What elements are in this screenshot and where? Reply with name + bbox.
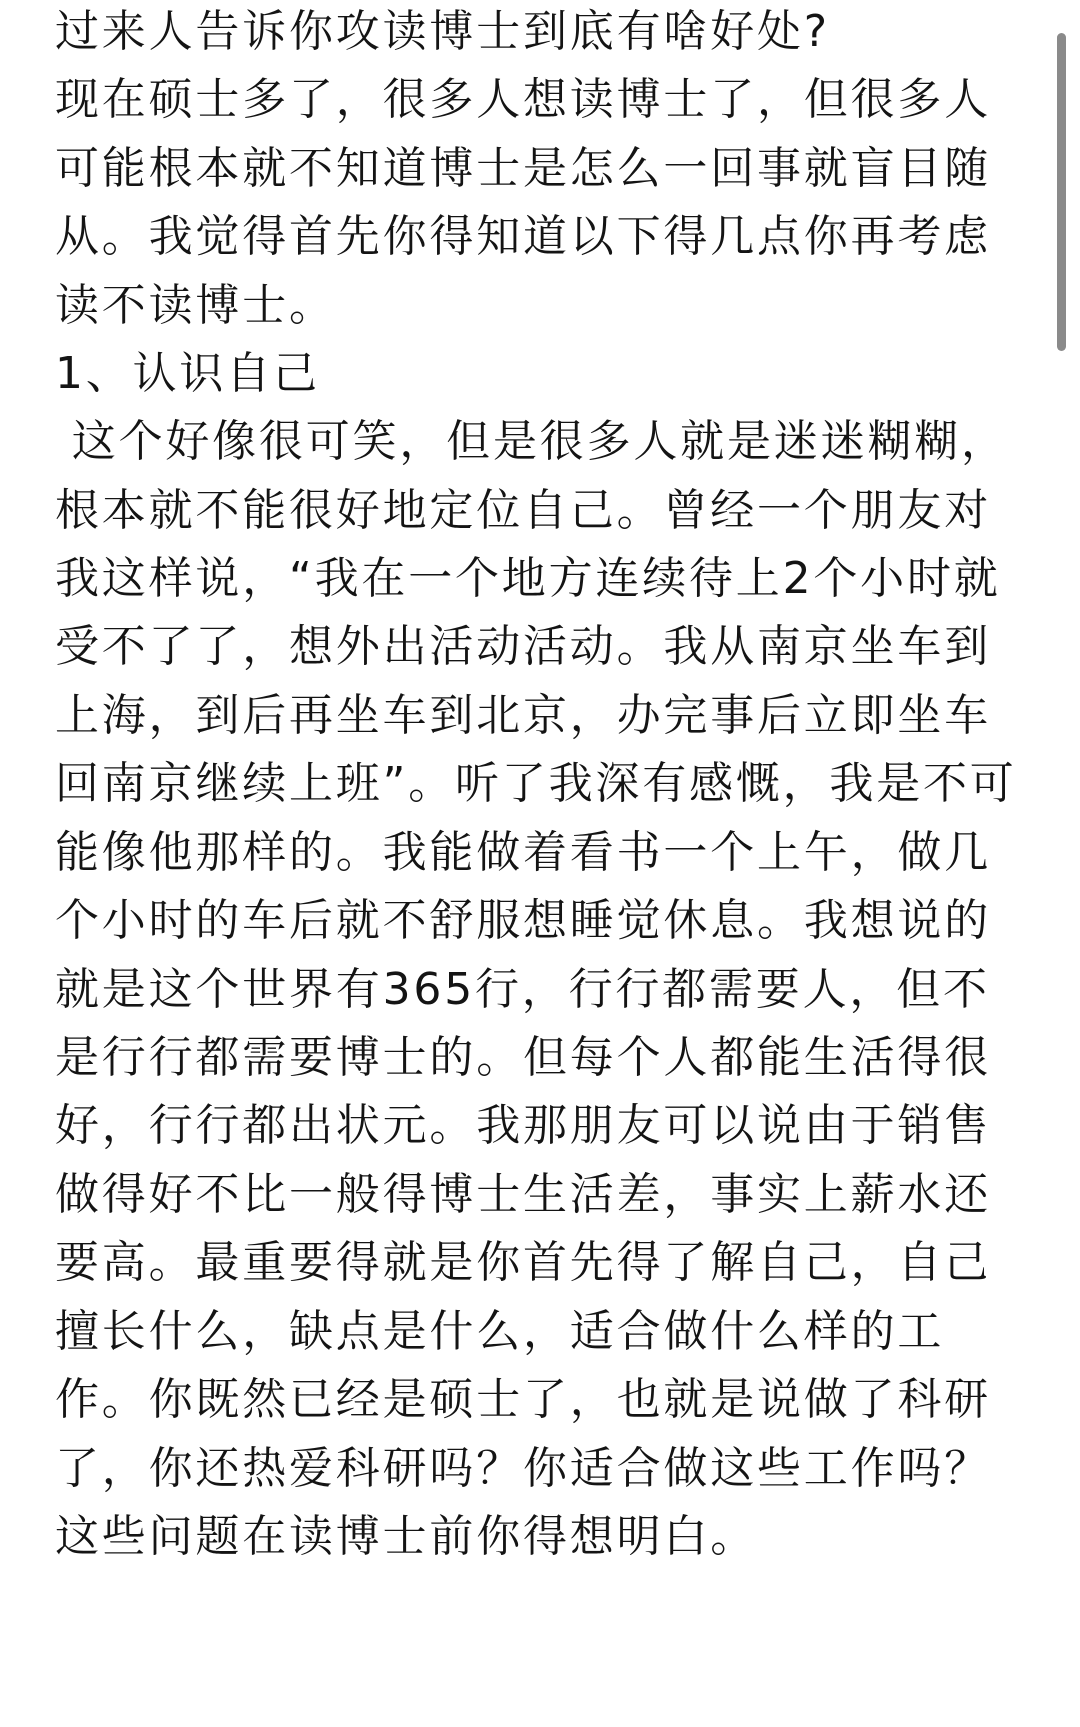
text-line: 读不读博士。	[55, 280, 336, 331]
vertical-scrollbar-thumb[interactable]	[1057, 33, 1066, 351]
text-line: 可能根本就不知道博士是怎么一回事就盲目随	[55, 143, 991, 194]
text-line: 我这样说，“我在一个地方连续待上2个小时就	[55, 553, 1001, 604]
section-heading: 1、认识自己	[55, 348, 320, 399]
text-line: 作。你既然已经是硕士了，也就是说做了科研	[55, 1374, 991, 1425]
text-line: 要高。最重要得就是你首先得了解自己，自己	[55, 1237, 991, 1288]
text-line: 做得好不比一般得博士生活差，事实上薪水还	[55, 1169, 991, 1220]
text-line: 能像他那样的。我能做着看书一个上午，做几	[55, 827, 991, 878]
text-line: 好，行行都出状元。我那朋友可以说由于销售	[55, 1100, 991, 1151]
text-line: 受不了了，想外出活动活动。我从南京坐车到	[55, 621, 991, 672]
text-line: 了，你还热爱科研吗？你适合做这些工作吗？	[55, 1443, 991, 1494]
text-line: 上海，到后再坐车到北京，办完事后立即坐车	[55, 690, 991, 741]
text-line: 这些问题在读博士前你得想明白。	[55, 1511, 757, 1562]
text-line: 就是这个世界有365行，行行都需要人，但不	[55, 964, 990, 1015]
text-line: 是行行都需要博士的。但每个人都能生活得很	[55, 1032, 991, 1083]
text-line: 擅长什么，缺点是什么，适合做什么样的工	[55, 1306, 945, 1357]
text-line: 从。我觉得首先你得知道以下得几点你再考虑	[55, 211, 991, 262]
text-line: 个小时的车后就不舒服想睡觉休息。我想说的	[55, 895, 991, 946]
text-line: 根本就不能很好地定位自己。曾经一个朋友对	[55, 485, 991, 536]
text-line: 这个好像很可笑，但是很多人就是迷迷糊糊，	[55, 416, 1008, 467]
article-title: 过来人告诉你攻读博士到底有啥好处?	[55, 6, 830, 57]
text-line: 现在硕士多了，很多人想读博士了，但很多人	[55, 74, 991, 125]
text-line: 回南京继续上班”。听了我深有感慨，我是不可	[55, 758, 1017, 809]
